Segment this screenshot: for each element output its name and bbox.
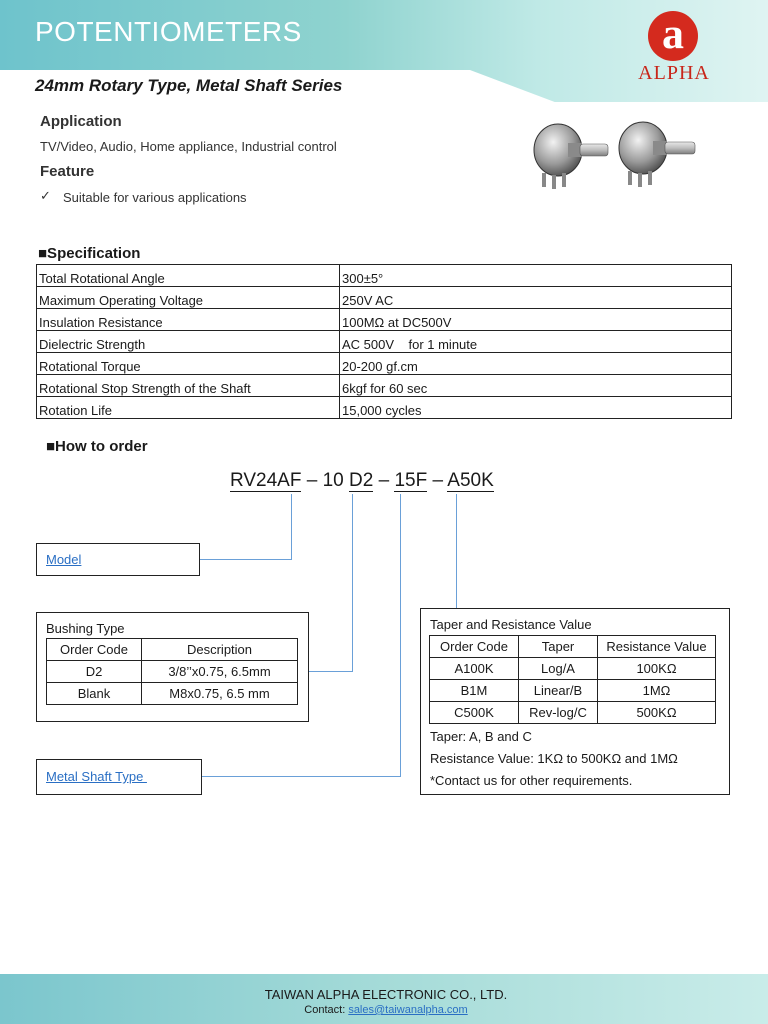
- specification-heading: ■Specification: [38, 245, 141, 262]
- connector-line-bushing: [352, 494, 353, 672]
- check-icon: ✓: [40, 188, 51, 203]
- connector-line-bushing-h: [308, 671, 353, 672]
- bushing-table: [46, 638, 298, 705]
- spec-name: Insulation Resistance: [37, 309, 340, 331]
- code-sep-3: –: [427, 470, 448, 491]
- table-row: [37, 265, 732, 287]
- footer-company: TAIWAN ALPHA ELECTRONIC CO., LTD.: [264, 987, 508, 1002]
- spec-value: 15,000 cycles: [340, 397, 732, 419]
- taper-title: Taper and Resistance Value: [430, 617, 592, 632]
- table-cell: M8x0.75, 6.5 mm: [142, 683, 298, 705]
- spec-name: Total Rotational Angle: [37, 265, 340, 287]
- table-row: [37, 287, 732, 309]
- table-row: [47, 683, 298, 705]
- table-cell: Blank: [47, 683, 142, 705]
- potentiometer-product-image: [528, 115, 708, 195]
- table-header-row: [430, 636, 716, 658]
- spec-value: AC 500V for 1 minute: [340, 331, 732, 353]
- column-header: Order Code: [47, 639, 142, 661]
- table-row: [37, 375, 732, 397]
- spec-value: 100MΩ at DC500V: [340, 309, 732, 331]
- column-header: Order Code: [430, 636, 519, 658]
- code-sep-1: – 10: [301, 470, 350, 491]
- connector-line-taper: [456, 494, 457, 608]
- feature-item: Suitable for various applications: [63, 190, 247, 205]
- table-cell: D2: [47, 661, 142, 683]
- resistance-note: Resistance Value: 1KΩ to 500KΩ and 1MΩ: [430, 751, 678, 766]
- connector-line-model: [291, 494, 292, 559]
- spec-name: Rotation Life: [37, 397, 340, 419]
- code-bushing: D2: [349, 470, 374, 491]
- table-row: [47, 661, 298, 683]
- table-row: [37, 331, 732, 353]
- spec-name: Dielectric Strength: [37, 331, 340, 353]
- application-heading: Application: [40, 113, 122, 130]
- metal-shaft-box: [36, 759, 202, 795]
- spec-value: 20-200 gf.cm: [340, 353, 732, 375]
- taper-resistance-box: [420, 608, 730, 795]
- model-box: [36, 543, 200, 576]
- series-subtitle: 24mm Rotary Type, Metal Shaft Series: [35, 76, 343, 95]
- code-shaft: 15F: [394, 470, 428, 491]
- table-cell: 3/8’’x0.75, 6.5mm: [142, 661, 298, 683]
- connector-line-model-h: [199, 559, 292, 560]
- table-row: [37, 397, 732, 419]
- alpha-logo-text: ALPHA: [638, 62, 710, 84]
- application-text: TV/Video, Audio, Home appliance, Industrial control: [40, 139, 337, 154]
- column-header: Taper: [519, 636, 598, 658]
- table-cell: A100K: [430, 658, 519, 680]
- bushing-type-title: Bushing Type: [46, 621, 125, 636]
- table-row: [430, 680, 716, 702]
- footer-contact: [0, 1004, 768, 1016]
- table-row: [37, 353, 732, 375]
- page-title: POTENTIOMETERS: [35, 16, 302, 47]
- feature-heading: Feature: [40, 163, 95, 180]
- spec-value: 6kgf for 60 sec: [340, 375, 732, 397]
- column-header: Resistance Value: [598, 636, 716, 658]
- spec-value: 250V AC: [340, 287, 732, 309]
- how-to-order-heading: ■How to order: [46, 438, 148, 455]
- taper-note: Taper: A, B and C: [430, 729, 532, 744]
- column-header: Description: [142, 639, 298, 661]
- contact-email-link[interactable]: sales@taiwanalpha.com: [348, 1004, 468, 1016]
- connector-line-shaft-h: [201, 776, 401, 777]
- order-code-example: [230, 470, 494, 492]
- table-row: [430, 702, 716, 724]
- table-cell: 500KΩ: [598, 702, 716, 724]
- table-header-row: [47, 639, 298, 661]
- alpha-logo-letter: a: [662, 9, 684, 58]
- model-link[interactable]: Model: [46, 552, 82, 567]
- spec-name: Rotational Torque: [37, 353, 340, 375]
- table-cell: C500K: [430, 702, 519, 724]
- code-taper: A50K: [447, 470, 494, 491]
- table-cell: Linear/B: [519, 680, 598, 702]
- contact-label: Contact:: [304, 1004, 349, 1016]
- specification-table: [36, 264, 732, 419]
- table-cell: Rev-log/C: [519, 702, 598, 724]
- table-cell: 1MΩ: [598, 680, 716, 702]
- bushing-type-box: [36, 612, 309, 722]
- code-model: RV24AF: [230, 470, 302, 491]
- table-cell: 100KΩ: [598, 658, 716, 680]
- table-row: [430, 658, 716, 680]
- code-sep-2: –: [373, 470, 395, 491]
- contact-note: *Contact us for other requirements.: [430, 773, 633, 788]
- table-cell: Log/A: [519, 658, 598, 680]
- connector-line-shaft: [400, 494, 401, 777]
- table-row: [37, 309, 732, 331]
- spec-name: Rotational Stop Strength of the Shaft: [37, 375, 340, 397]
- spec-value: 300±5°: [340, 265, 732, 287]
- spec-name: Maximum Operating Voltage: [37, 287, 340, 309]
- table-cell: B1M: [430, 680, 519, 702]
- metal-shaft-link[interactable]: Metal Shaft Type: [46, 769, 147, 784]
- taper-table: [429, 635, 716, 724]
